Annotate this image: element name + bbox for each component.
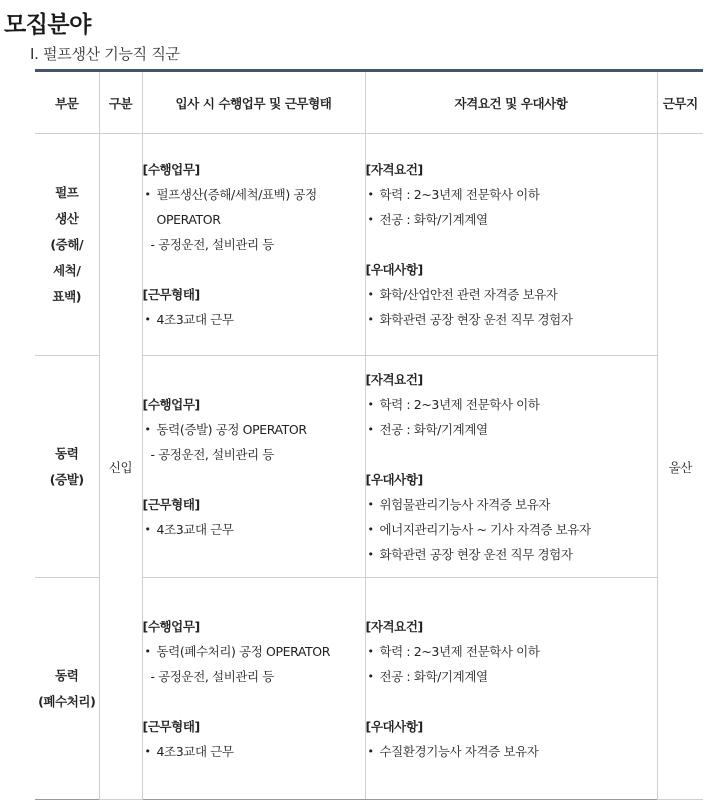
qual-item: • 학력 : 2~3년제 전문학사 이하 [366,182,657,207]
pref-item: • 화학/산업안전 관련 자격증 보유자 [366,282,657,307]
duty-item: • 펄프생산(증해/세척/표백) 공정 OPERATOR [143,182,365,232]
qual-item: • 전공 : 화학/기계계열 [366,417,657,442]
header-duty: 입사 시 수행업무 및 근무형태 [142,71,365,134]
pref-heading: [우대사항] [365,718,423,734]
dept-cell [35,356,99,578]
work-heading: [근무형태] [142,496,200,512]
dept-line: 표백) [52,288,82,304]
header-location: 근무지 [657,71,703,134]
pref-heading: [우대사항] [365,471,423,487]
pref-heading: [우대사항] [365,262,423,277]
dept-cell [35,578,99,800]
header-qual: 자격요건 및 우대사항 [365,71,657,134]
dept-line: 펄프 [55,184,79,200]
qual-cell [365,578,657,800]
qual-item: • 전공 : 화학/기계계열 [366,664,657,689]
duty-cell [142,134,365,356]
duty-item: • 동력(폐수처리) 공정 OPERATOR [143,639,365,664]
work-item: • 4조3교대 근무 [143,307,365,332]
duty-list [143,182,365,232]
header-type: 구분 [99,71,142,134]
page-title: 모집분야 [4,12,91,38]
type-cell: 신입 [99,134,142,800]
recruitment-table [35,69,703,800]
duty-heading: [수행업무] [142,618,200,634]
pref-item: • 화학관련 공장 현장 운전 직무 경험자 [366,307,657,332]
qual-cell [365,134,657,356]
duty-heading: [수행업무] [142,396,200,412]
table-header-row [35,71,703,134]
duty-heading: [수행업무] [142,162,200,177]
qual-item: • 학력 : 2~3년제 전문학사 이하 [366,392,657,417]
dept-line: (증발) [49,471,84,487]
qual-item: • 학력 : 2~3년제 전문학사 이하 [366,639,657,664]
qual-heading: [자격요건] [365,162,423,177]
duty-cell [142,356,365,578]
pref-item: • 에너지관리기능사 ~ 기사 자격증 보유자 [366,517,657,542]
dept-cell [35,134,99,356]
work-heading: [근무형태] [142,287,200,302]
qual-item: • 전공 : 화학/기계계열 [366,207,657,232]
duty-item: • 동력(증발) 공정 OPERATOR [143,417,365,442]
work-item: • 4조3교대 근무 [143,739,365,764]
qual-heading: [자격요건] [365,618,423,634]
section-title: I. 펄프생산 기능직 직군 [30,45,180,63]
location-cell: 울산 [657,134,703,800]
duty-cell [142,578,365,800]
dept-line: 세척/ [52,262,81,278]
dept-line: 생산 [55,210,79,226]
dept-line: 동력 [55,445,79,461]
table-row [35,134,703,356]
qual-heading: [자격요건] [365,371,423,387]
duty-subitem: - 공정운전, 설비관리 등 [150,668,274,684]
dept-line: 동력 [55,667,79,683]
dept-line: (폐수처리) [38,693,96,709]
pref-item: • 수질환경기능사 자격증 보유자 [366,739,657,764]
pref-item: • 화학관련 공장 현장 운전 직무 경험자 [366,542,657,567]
pref-item: • 위험물관리기능사 자격증 보유자 [366,492,657,517]
duty-subitem: - 공정운전, 설비관리 등 [150,446,274,462]
work-heading: [근무형태] [142,718,200,734]
duty-subitem: - 공정운전, 설비관리 등 [150,237,274,252]
header-dept: 부문 [35,71,99,134]
qual-cell [365,356,657,578]
work-item: • 4조3교대 근무 [143,517,365,542]
dept-line: (증해/ [50,236,84,252]
